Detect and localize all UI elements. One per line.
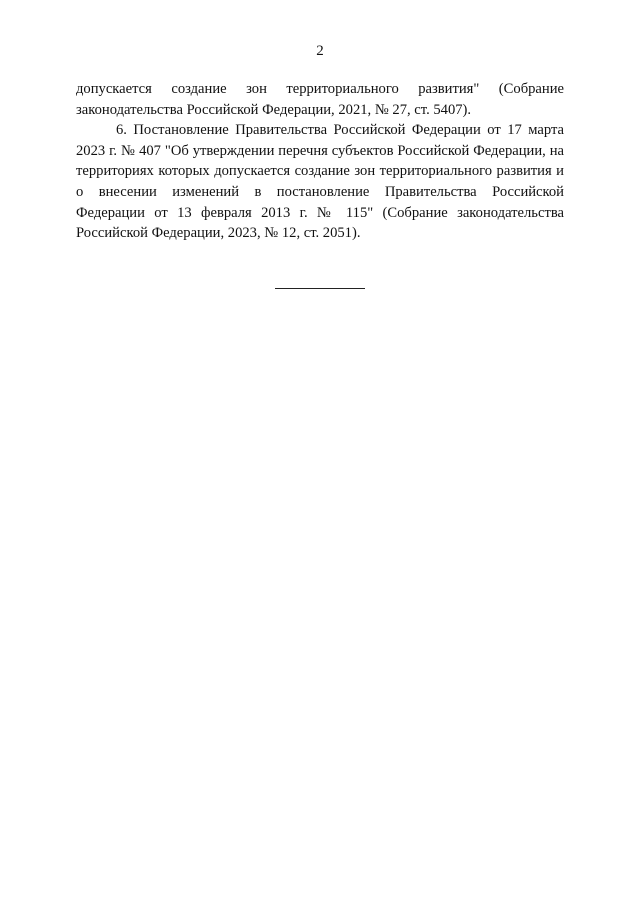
- page-number: 2: [316, 43, 324, 59]
- document-body: [76, 79, 564, 244]
- paragraph-continuation: допускается создание зон территориального развития" (Собрание законодательства Российской Федерации, 2021, № 27, ст. 5407).: [76, 81, 564, 118]
- paragraph-item-6: 6. Постановление Правительства Российской Федерации от 17 марта 2023 г. № 407 "Об утверждении перечня субъектов Российской Федерации, на территориях которых допускается создание зон территориального развития и о внесении изменений в постановление Правительства Российской Федерации от 13 февраля 2013 г. № 115" (Собрание законодательства Российской Федерации, 2023, № 12, ст. 2051).: [76, 122, 564, 242]
- end-divider: [275, 288, 365, 289]
